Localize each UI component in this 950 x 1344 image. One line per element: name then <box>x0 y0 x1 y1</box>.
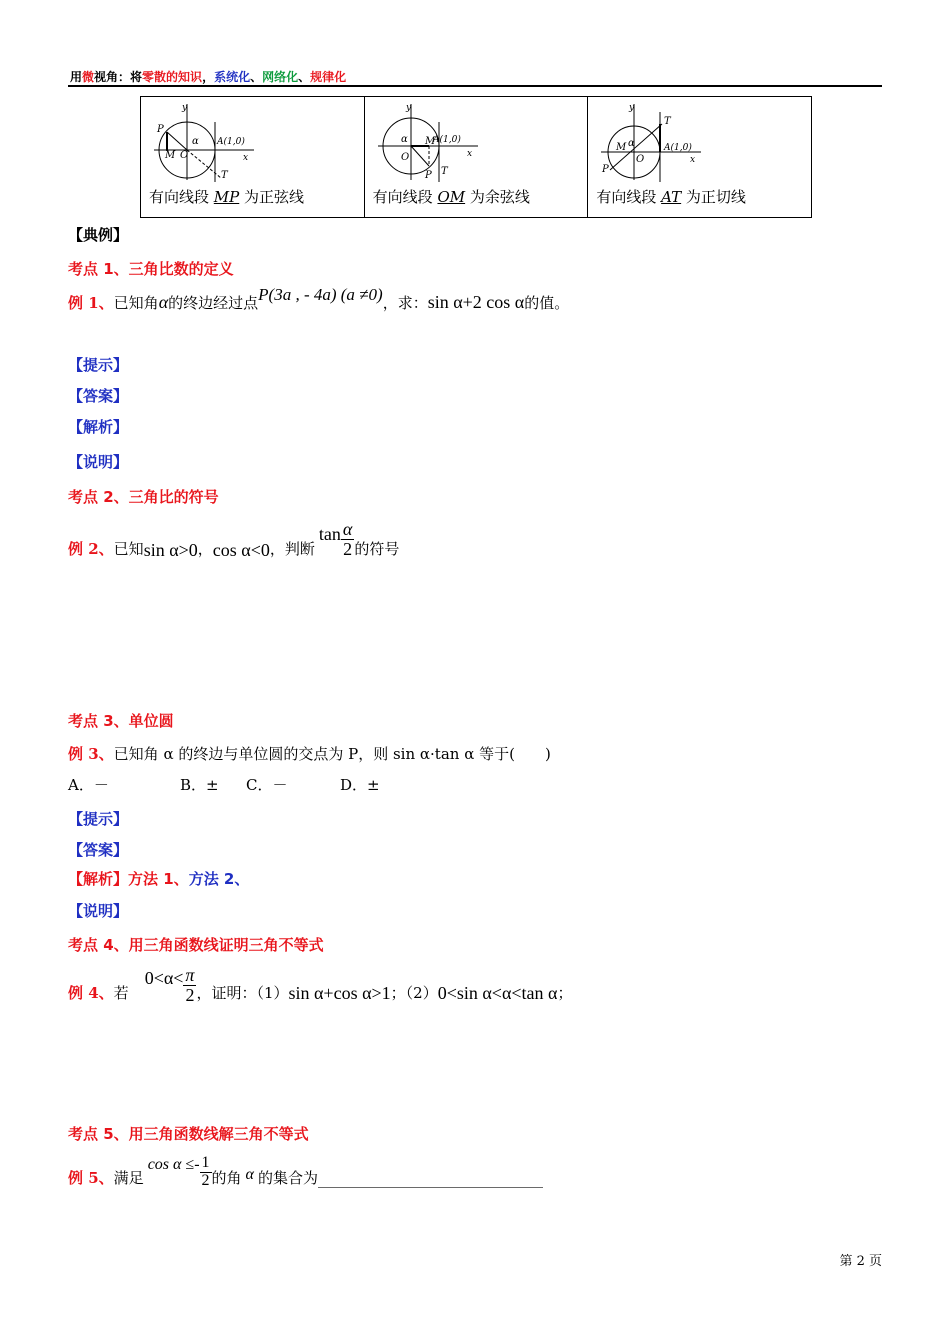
caption-prefix: 有向线段 <box>149 188 210 206</box>
fig-label-m: M <box>616 142 627 153</box>
header-rule <box>68 85 882 87</box>
example-text: 若 <box>113 983 129 1002</box>
header-part: 网络化 <box>262 70 299 84</box>
fig-label-alpha: α <box>400 134 408 145</box>
typical-examples-heading: 【典例】 <box>68 226 129 244</box>
fraction-numerator: α <box>342 519 353 539</box>
fig-label-p: P <box>602 164 610 175</box>
example-label: 例 2、 <box>68 539 114 558</box>
fig-label-alpha: α <box>192 136 199 147</box>
fraction-denominator: 2 <box>343 538 353 559</box>
example-text: ，判断 <box>269 539 315 558</box>
example-text: 的角 <box>211 1168 242 1187</box>
header-part: 零散的知识 <box>142 70 203 84</box>
header-part: 微 <box>82 70 95 84</box>
hint-tag: 【提示】 <box>68 810 129 828</box>
hint-tag: 【提示】 <box>68 356 129 374</box>
fraction-numerator: 1 <box>201 1154 210 1171</box>
example-text: 的集合为 <box>257 1168 318 1187</box>
fig-label-o: O <box>636 154 645 165</box>
example-text: 的符号 <box>354 539 400 558</box>
example-label: 例 4、 <box>68 983 114 1002</box>
example-2 <box>68 520 399 563</box>
segment-name: AT <box>661 188 682 206</box>
fig-label-p: P <box>157 124 164 135</box>
tangent-line-figure <box>596 102 706 182</box>
topic-1-title: 考点 1、三角比数的定义 <box>68 260 234 278</box>
fig-label-alpha: α <box>628 138 636 149</box>
trig-line-table <box>140 96 812 218</box>
math-fraction <box>183 966 196 1005</box>
caption-suffix: 为余弦线 <box>469 188 530 206</box>
example-text: 已知角 <box>113 294 159 312</box>
fig-label-y: y <box>182 103 188 113</box>
fig-label-o: O <box>180 150 189 161</box>
option-b: B．± <box>180 776 219 794</box>
cosine-line-figure <box>373 102 483 182</box>
example-text: ； <box>557 983 573 1002</box>
sine-line-figure <box>149 102 259 182</box>
header-part: 系统化 <box>214 70 251 84</box>
answer-tag: 【答案】 <box>68 387 129 405</box>
note-tag: 【说明】 <box>68 902 129 920</box>
math-inequality: sin α+cos α>1 <box>288 982 391 1003</box>
fig-label-t: T <box>221 170 228 181</box>
example-text: 的终边经过点 <box>168 294 259 312</box>
fraction-denominator: 2 <box>185 984 195 1005</box>
caption-prefix: 有向线段 <box>372 188 433 206</box>
example-text: ；（2） <box>390 983 438 1002</box>
caption-suffix: 为正弦线 <box>244 188 305 206</box>
topic-5-title: 考点 5、用三角函数线解三角不等式 <box>68 1125 309 1143</box>
topic-2-title: 考点 2、三角比的符号 <box>68 488 219 506</box>
example-3-options <box>68 774 380 795</box>
fig-label-a: A(1,0) <box>664 143 693 153</box>
example-text: ， <box>197 539 213 558</box>
diagram-caption <box>149 188 304 206</box>
fig-label-m: M <box>424 136 435 147</box>
math-alpha: α <box>158 292 169 312</box>
example-label: 例 1、 <box>68 294 114 312</box>
option-d: D．± <box>340 776 380 794</box>
caption-suffix: 为正切线 <box>685 188 746 206</box>
fig-label-m: M <box>165 150 176 161</box>
example-text: 已知角 α 的终边与单位圆的交点为 P，则 sin α·tan α 等于( ) <box>113 745 551 763</box>
option-c: C．－ <box>246 776 288 794</box>
example-text: 的值。 <box>524 294 570 312</box>
header-part: 用 <box>70 70 83 84</box>
math-alpha: α <box>245 1165 254 1183</box>
math-expression: sin α+2 cos α <box>427 292 525 312</box>
fig-label-x: x <box>466 149 472 159</box>
fig-label-a: A(1,0) <box>217 137 245 147</box>
fig-label-y: y <box>629 103 635 113</box>
fig-label-t: T <box>440 166 448 177</box>
fig-label-t: T <box>664 116 671 127</box>
option-a: A．－ <box>68 776 109 794</box>
solution-line <box>68 868 249 889</box>
math-range: 0<α< <box>144 967 184 988</box>
segment-name: OM <box>437 188 466 206</box>
header-part: 视角：将 <box>94 70 143 84</box>
fig-label-x: x <box>243 153 249 163</box>
math-point: P(3a , - 4a) (a ≠0) <box>258 285 383 304</box>
fig-label-a: A(1,0) <box>432 135 461 145</box>
example-text: 满足 <box>113 1168 144 1187</box>
header-part: ， <box>202 70 215 84</box>
example-text: ，证明：（1） <box>196 983 289 1002</box>
example-text: ，求： <box>382 294 428 312</box>
math-condition: sin α>0 <box>143 539 198 560</box>
example-label: 例 5、 <box>68 1168 114 1187</box>
example-text: 已知 <box>113 539 144 558</box>
math-inequality: 0<sin α<α<tan α <box>437 982 558 1003</box>
diagram-cell-tangent <box>588 97 812 218</box>
diagram-caption <box>596 188 746 206</box>
method-1: 方法 1、 <box>128 870 189 888</box>
header-part: 、 <box>250 70 263 84</box>
fraction-numerator: π <box>185 965 195 985</box>
diagram-cell-cosine <box>364 97 588 218</box>
example-1 <box>68 285 570 313</box>
fig-label-y: y <box>405 103 411 113</box>
example-3 <box>68 743 551 764</box>
segment-name: MP <box>213 188 240 206</box>
fraction-denominator: 2 <box>201 1171 210 1189</box>
fig-label-o: O <box>400 152 409 163</box>
diagram-caption <box>373 188 530 206</box>
answer-blank: ______________________________ <box>317 1169 543 1188</box>
example-label: 例 3、 <box>68 745 114 763</box>
math-fraction <box>341 520 354 559</box>
fig-label-p: P <box>424 170 432 181</box>
solution-tag: 【解析】 <box>68 418 129 436</box>
header-part: 规律化 <box>310 70 347 84</box>
math-fraction <box>200 1155 212 1190</box>
method-2: 方法 2、 <box>188 870 250 888</box>
page-header <box>70 68 346 85</box>
example-4 <box>68 966 572 1007</box>
note-tag: 【说明】 <box>68 453 129 471</box>
page-number: 第 2 页 <box>839 1254 882 1269</box>
topic-3-title: 考点 3、单位圆 <box>68 712 174 730</box>
math-tan: tan <box>318 523 341 544</box>
topic-4-title: 考点 4、用三角函数线证明三角不等式 <box>68 936 324 954</box>
math-condition: cos α<0 <box>212 539 270 560</box>
math-condition: cos α ≤- <box>147 1155 200 1173</box>
answer-tag: 【答案】 <box>68 841 129 859</box>
solution-tag: 【解析】 <box>68 870 129 888</box>
caption-prefix: 有向线段 <box>596 188 657 206</box>
header-part: 、 <box>298 70 311 84</box>
example-5 <box>68 1155 543 1190</box>
fig-label-x: x <box>690 155 696 165</box>
diagram-cell-sine <box>141 97 365 218</box>
